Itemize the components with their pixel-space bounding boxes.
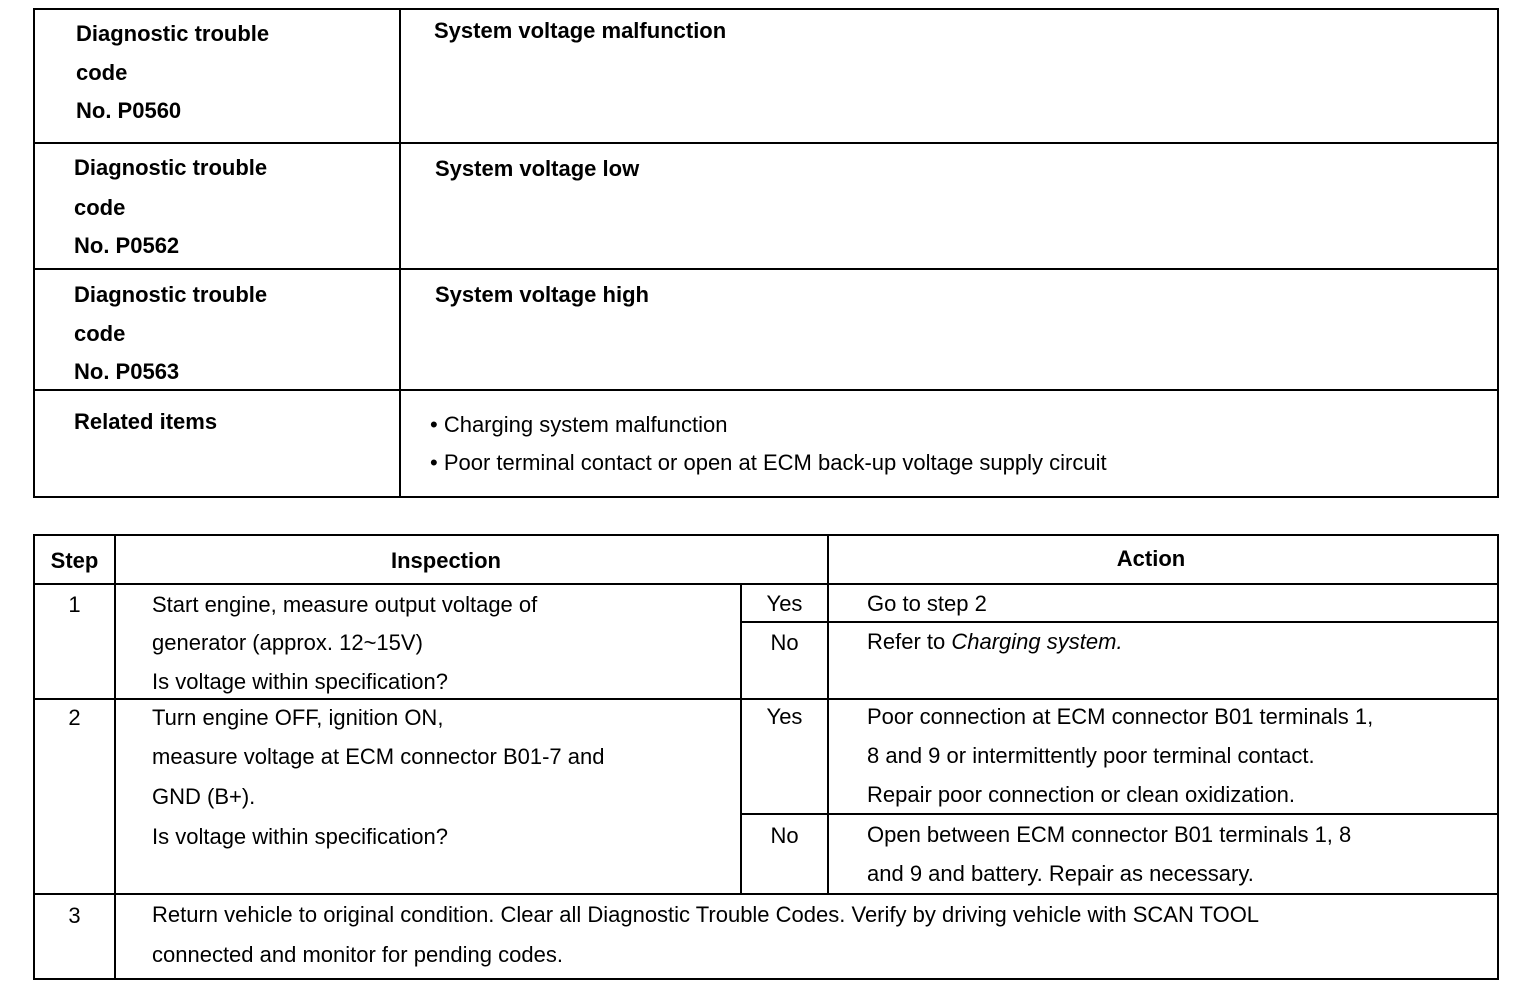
dtc-code-number: No. P0562 <box>74 233 180 258</box>
dtc-description: System voltage high <box>435 282 649 307</box>
related-item: • Charging system malfunction <box>430 412 728 437</box>
inspection-header: Inspection <box>390 548 501 573</box>
codes-row-divider <box>33 268 1499 270</box>
no-action-prefix: Refer to <box>867 629 952 654</box>
inspection-text: measure voltage at ECM connector B01-7 and <box>152 744 605 769</box>
inspection-text: Start engine, measure output voltage of <box>152 592 538 617</box>
inspection-text: Is voltage within specification? <box>152 669 448 694</box>
inspection-text: GND (B+). <box>152 784 256 809</box>
no-label: No <box>770 630 799 655</box>
yes-label: Yes <box>766 591 803 616</box>
trouble-codes-table <box>33 8 1499 498</box>
step-number: 3 <box>68 903 81 928</box>
dtc-code-number: No. P0560 <box>76 98 182 123</box>
codes-column-divider <box>399 8 401 498</box>
dtc-code-label: code <box>76 60 128 85</box>
no-action: and 9 and battery. Repair as necessary. <box>867 861 1254 886</box>
yes-action: Poor connection at ECM connector B01 terminals 1, <box>867 704 1374 729</box>
related-item: • Poor terminal contact or open at ECM back-up voltage supply circuit <box>430 450 1107 475</box>
charging-system-reference: Charging system. <box>951 629 1123 654</box>
yes-label: Yes <box>766 704 803 729</box>
step-column-divider <box>114 534 116 980</box>
yes-action: Repair poor connection or clean oxidization. <box>867 782 1296 807</box>
inspection-text: Turn engine OFF, ignition ON, <box>152 705 444 730</box>
dtc-description: System voltage malfunction <box>434 18 727 43</box>
dtc-code-label: code <box>74 195 126 220</box>
no-label: No <box>770 823 799 848</box>
step-header: Step <box>50 548 99 573</box>
no-action <box>867 622 1123 661</box>
no-action: Open between ECM connector B01 terminals 1, 8 <box>867 822 1352 847</box>
action-header: Action <box>1116 546 1186 571</box>
dtc-code-label: Diagnostic trouble <box>74 155 268 180</box>
yes-action: 8 and 9 or intermittently poor terminal contact. <box>867 743 1315 768</box>
dtc-description: System voltage low <box>435 156 640 181</box>
codes-row-divider <box>33 142 1499 144</box>
dtc-code-number: No. P0563 <box>74 359 180 384</box>
related-items-label: Related items <box>74 409 218 434</box>
dtc-code-label: Diagnostic trouble <box>76 21 270 46</box>
inspection-text: generator (approx. 12~15V) <box>152 630 423 655</box>
step-number: 1 <box>68 592 81 617</box>
step-number: 2 <box>68 705 81 730</box>
dtc-code-label: code <box>74 321 126 346</box>
yes-action: Go to step 2 <box>867 591 987 616</box>
step-instruction: connected and monitor for pending codes. <box>152 942 563 967</box>
action-column-divider <box>827 534 829 894</box>
step-instruction: Return vehicle to original condition. Clear all Diagnostic Trouble Codes. Verify by driving vehicle with SCAN TOOL <box>152 902 1260 927</box>
dtc-code-label: Diagnostic trouble <box>74 282 268 307</box>
inspection-text: Is voltage within specification? <box>152 824 448 849</box>
codes-row-divider <box>33 389 1499 391</box>
